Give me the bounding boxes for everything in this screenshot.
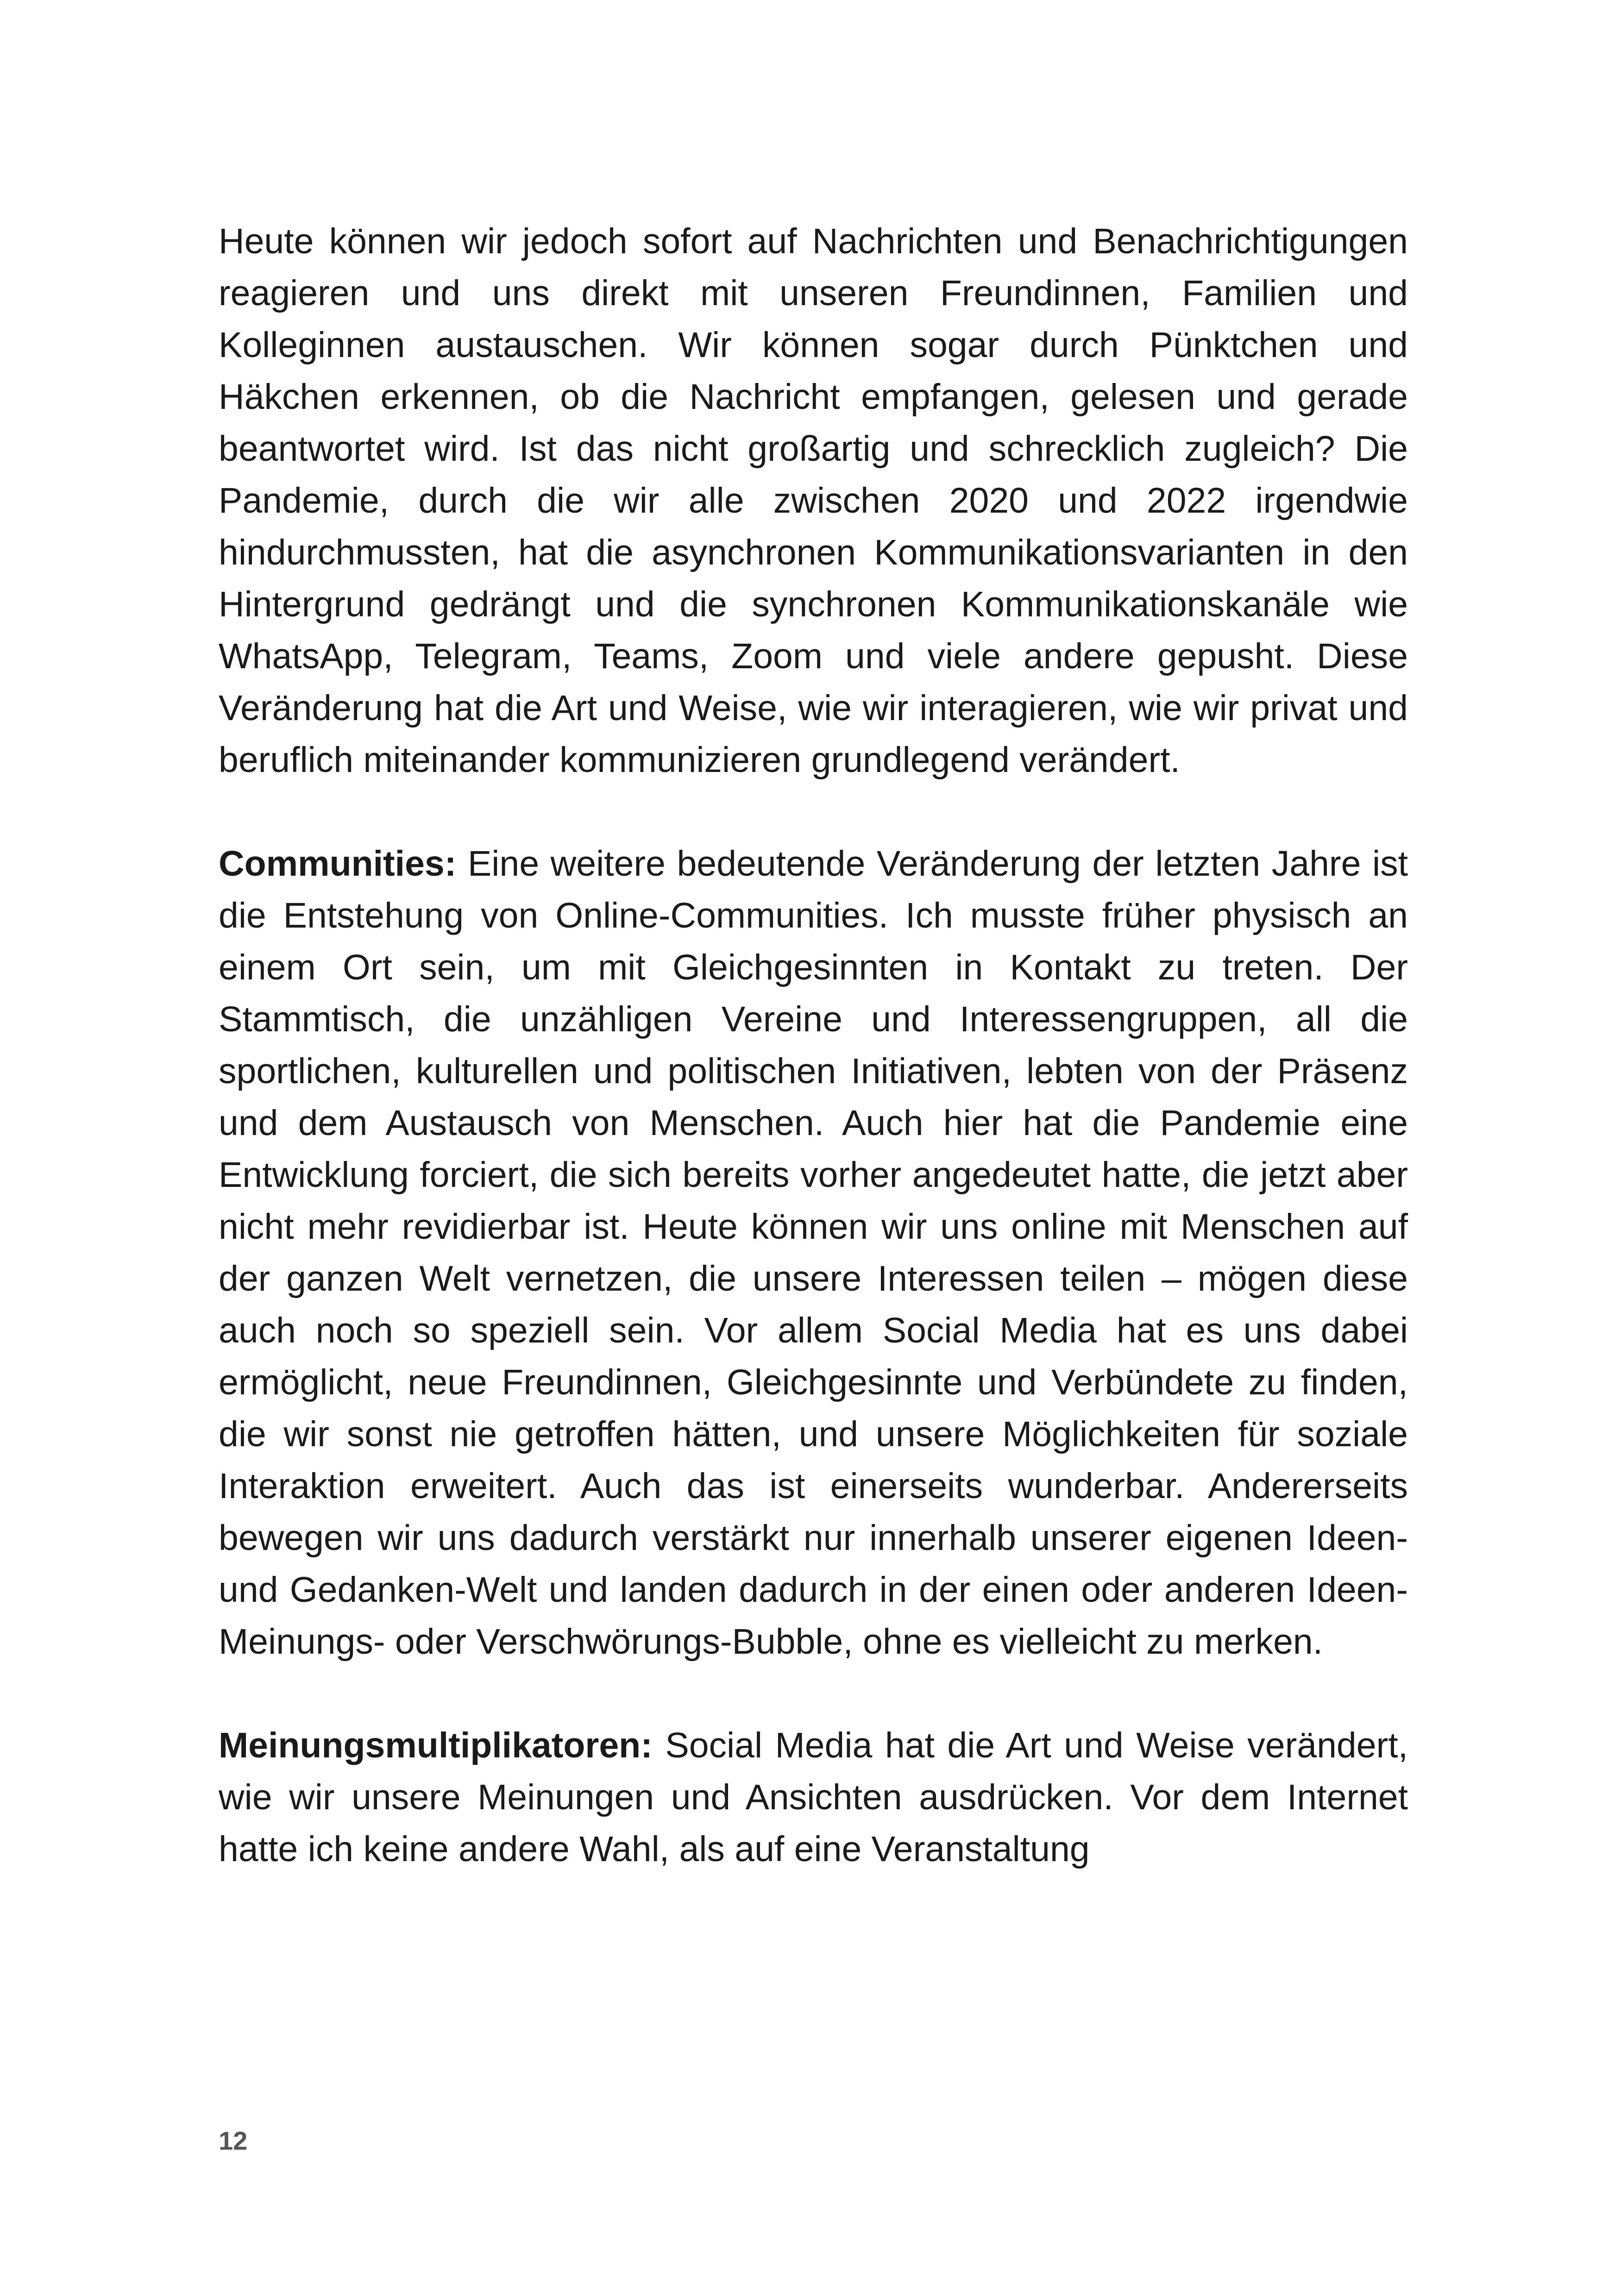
paragraph-multiplikatoren-heading: Meinungsmultiplikatoren: — [219, 1725, 653, 1765]
paragraph-messaging — [219, 215, 1408, 786]
paragraph-multiplikatoren-text: Social Media hat die Art und Weise verändert, wie wir unsere Meinungen und Ansichten ausdrücken. Vor dem Internet hatte ich keine andere Wahl, als auf eine Veranstaltung — [219, 1725, 1408, 1869]
page-number: 12 — [219, 2126, 248, 2155]
paragraph-communities-heading: Communities: — [219, 844, 457, 884]
paragraph-communities-text: Eine weitere bedeutende Veränderung der letzten Jahre ist die Entstehung von Online-Communities. Ich musste früher physisch an einem Ort sein, um mit Gleichgesinnten in Kontakt zu treten. Der Stammtisch, die unzähligen Vereine und Interessengruppen, all die sportlichen, kulturellen und politischen Initiativen, lebten von der Präsenz und dem Austausch von Menschen. Auch hier hat die Pandemie eine Entwicklung forciert, die sich bereits vorher angedeutet hatte, die jetzt aber nicht mehr revidierbar ist. Heute können wir uns online mit Menschen auf der ganzen Welt vernetzen, die unsere Interessen teilen – mögen diese auch noch so speziell sein. Vor allem Social Media hat es uns dabei ermöglicht, neue Freundinnen, Gleichgesinnte und Verbündete zu finden, die wir sonst nie getroffen hätten, und unsere Möglichkeiten für soziale Interaktion erweitert. Auch das ist einerseits wunderbar. Andererseits bewegen wir uns dadurch verstärkt nur innerhalb unserer eigenen Ideen- und Gedanken-Welt und landen dadurch in der einen oder anderen Ideen- Meinungs- oder Verschwörungs-Bubble, ohne es vielleicht zu merken. — [219, 844, 1408, 1662]
body-text — [219, 215, 1408, 1875]
paragraph-messaging-text: Heute können wir jedoch sofort auf Nachrichten und Benachrichtigungen reagieren und uns direkt mit unseren Freundinnen, Familien und Kolleginnen austauschen. Wir können sogar durch Pünktchen und Häkchen erkennen, ob die Nachricht empfangen, gelesen und gerade beantwortet wird. Ist das nicht großartig und schrecklich zugleich? Die Pandemie, durch die wir alle zwischen 2020 und 2022 irgendwie hindurchmussten, hat die asynchronen Kommunikationsvarianten in den Hintergrund gedrängt und die synchronen Kommunikationskanäle wie WhatsApp, Telegram, Teams, Zoom und viele andere gepusht. Diese Veränderung hat die Art und Weise, wie wir interagieren, wie wir privat und beruflich miteinander kommunizieren grundlegend verändert. — [219, 221, 1408, 780]
paragraph-multiplikatoren — [219, 1719, 1408, 1875]
paragraph-communities — [219, 838, 1408, 1668]
